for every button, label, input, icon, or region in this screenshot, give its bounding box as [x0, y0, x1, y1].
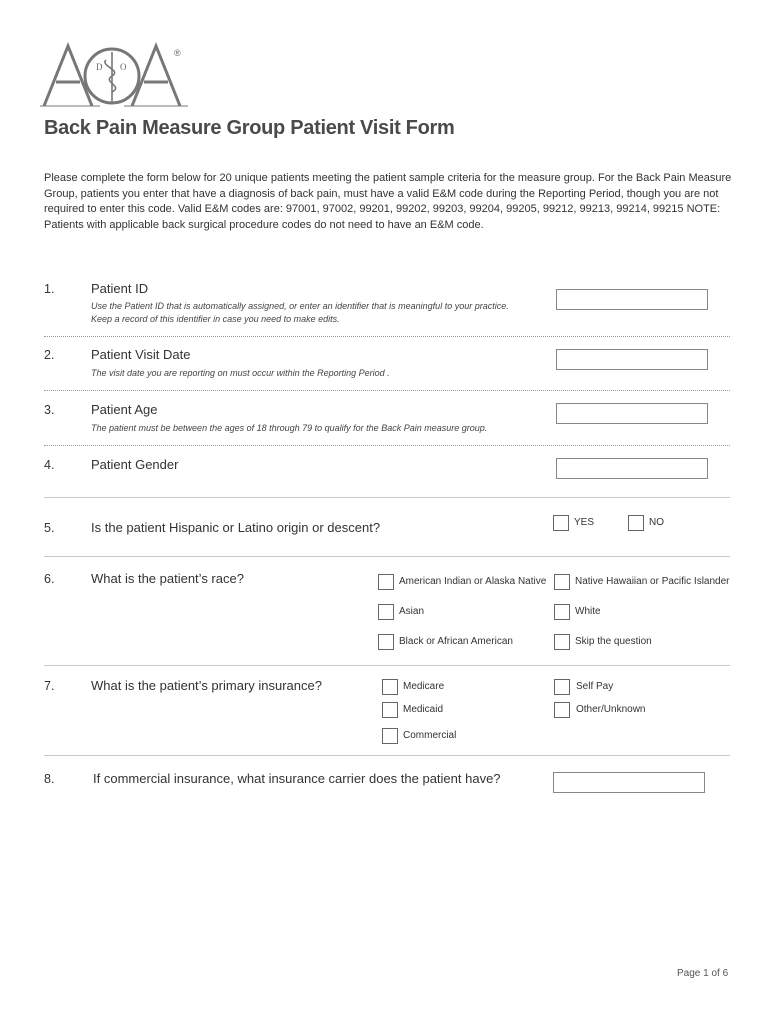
- q8-number: 8.: [44, 772, 55, 786]
- race-white-checkbox[interactable]: [554, 604, 570, 620]
- q3-number: 3.: [44, 403, 55, 417]
- insurance-commercial-checkbox[interactable]: [382, 728, 398, 744]
- q2-number: 2.: [44, 348, 55, 362]
- q6-number: 6.: [44, 572, 55, 586]
- race-black-checkbox[interactable]: [378, 634, 394, 650]
- patient-age-input[interactable]: [556, 403, 708, 424]
- race-option-label: American Indian or Alaska Native: [399, 576, 547, 587]
- divider: [44, 755, 730, 756]
- race-option-label: Skip the question: [575, 636, 652, 647]
- race-american-indian-checkbox[interactable]: [378, 574, 394, 590]
- q2-hint: The visit date you are reporting on must occur within the Reporting Period .: [91, 368, 390, 378]
- patient-id-input[interactable]: [556, 289, 708, 310]
- page-number: Page 1 of 6: [677, 968, 729, 979]
- insurance-medicare-checkbox[interactable]: [382, 679, 398, 695]
- q5-number: 5.: [44, 521, 55, 535]
- insurance-self-pay-checkbox[interactable]: [554, 679, 570, 695]
- q4-title: Patient Gender: [91, 457, 179, 472]
- q7-number: 7.: [44, 679, 55, 693]
- q2-title: Patient Visit Date: [91, 347, 191, 362]
- insurance-option-label: Commercial: [403, 730, 457, 741]
- hispanic-yes-checkbox[interactable]: [553, 515, 569, 531]
- q1-hint-line2: Keep a record of this identifier in case you need to make edits.: [91, 314, 340, 324]
- hispanic-no-label: NO: [649, 517, 664, 528]
- insurance-option-label: Medicaid: [403, 704, 444, 715]
- patient-visit-date-input[interactable]: [556, 349, 708, 370]
- race-option-label: Asian: [399, 606, 425, 617]
- intro-paragraph: Please complete the form below for 20 unique patients meeting the patient sample criteria for the measure group. For the Back Pain Measure Group, patients you enter that have a diagnosis of back pain, must have a valid E&M code during the Reporting Period, though you are not required to enter this code. Valid E&M codes are: 97001, 97002, 99201, 99202, 99203, 99204, 99205, 99212, 99213, 99214, 99215 NOTE: Patients with applicable back surgical procedure codes do not need to have an E&M code.: [44, 172, 732, 231]
- divider: [44, 445, 730, 446]
- race-option-label: White: [575, 606, 601, 617]
- insurance-option-label: Self Pay: [576, 681, 614, 692]
- q1-number: 1.: [44, 282, 55, 296]
- race-option-label: Native Hawaiian or Pacific Islander: [575, 576, 730, 587]
- insurance-option-label: Other/Unknown: [576, 704, 646, 715]
- insurance-carrier-input[interactable]: [553, 772, 705, 793]
- q3-hint: The patient must be between the ages of 18 through 79 to qualify for the Back Pain measure group.: [91, 423, 488, 433]
- registered-mark: ®: [174, 48, 181, 58]
- race-skip-checkbox[interactable]: [554, 634, 570, 650]
- aoa-logo: [40, 40, 190, 110]
- q5-title: Is the patient Hispanic or Latino origin or descent?: [91, 520, 381, 535]
- insurance-other-checkbox[interactable]: [554, 702, 570, 718]
- hispanic-yes-label: YES: [574, 517, 595, 528]
- race-asian-checkbox[interactable]: [378, 604, 394, 620]
- logo-letter-d: D: [96, 62, 103, 72]
- race-option-label: Black or African American: [399, 636, 513, 647]
- q8-title: If commercial insurance, what insurance carrier does the patient have?: [93, 771, 501, 786]
- page-title: Back Pain Measure Group Patient Visit Form: [44, 117, 455, 139]
- q7-title: What is the patient’s primary insurance?: [91, 678, 322, 693]
- insurance-option-label: Medicare: [403, 681, 445, 692]
- q6-title: What is the patient’s race?: [91, 571, 244, 586]
- q4-number: 4.: [44, 458, 55, 472]
- divider: [44, 556, 730, 557]
- divider: [44, 497, 730, 498]
- divider: [44, 390, 730, 391]
- q1-title: Patient ID: [91, 281, 149, 296]
- hispanic-no-checkbox[interactable]: [628, 515, 644, 531]
- divider: [44, 336, 730, 337]
- q3-title: Patient Age: [91, 402, 158, 417]
- divider: [44, 665, 730, 666]
- insurance-medicaid-checkbox[interactable]: [382, 702, 398, 718]
- q1-hint-line1: Use the Patient ID that is automatically assigned, or enter an identifier that is meaningful to your practice.: [91, 301, 509, 311]
- race-native-hawaiian-checkbox[interactable]: [554, 574, 570, 590]
- patient-gender-input[interactable]: [556, 458, 708, 479]
- logo-letter-o: O: [120, 62, 127, 72]
